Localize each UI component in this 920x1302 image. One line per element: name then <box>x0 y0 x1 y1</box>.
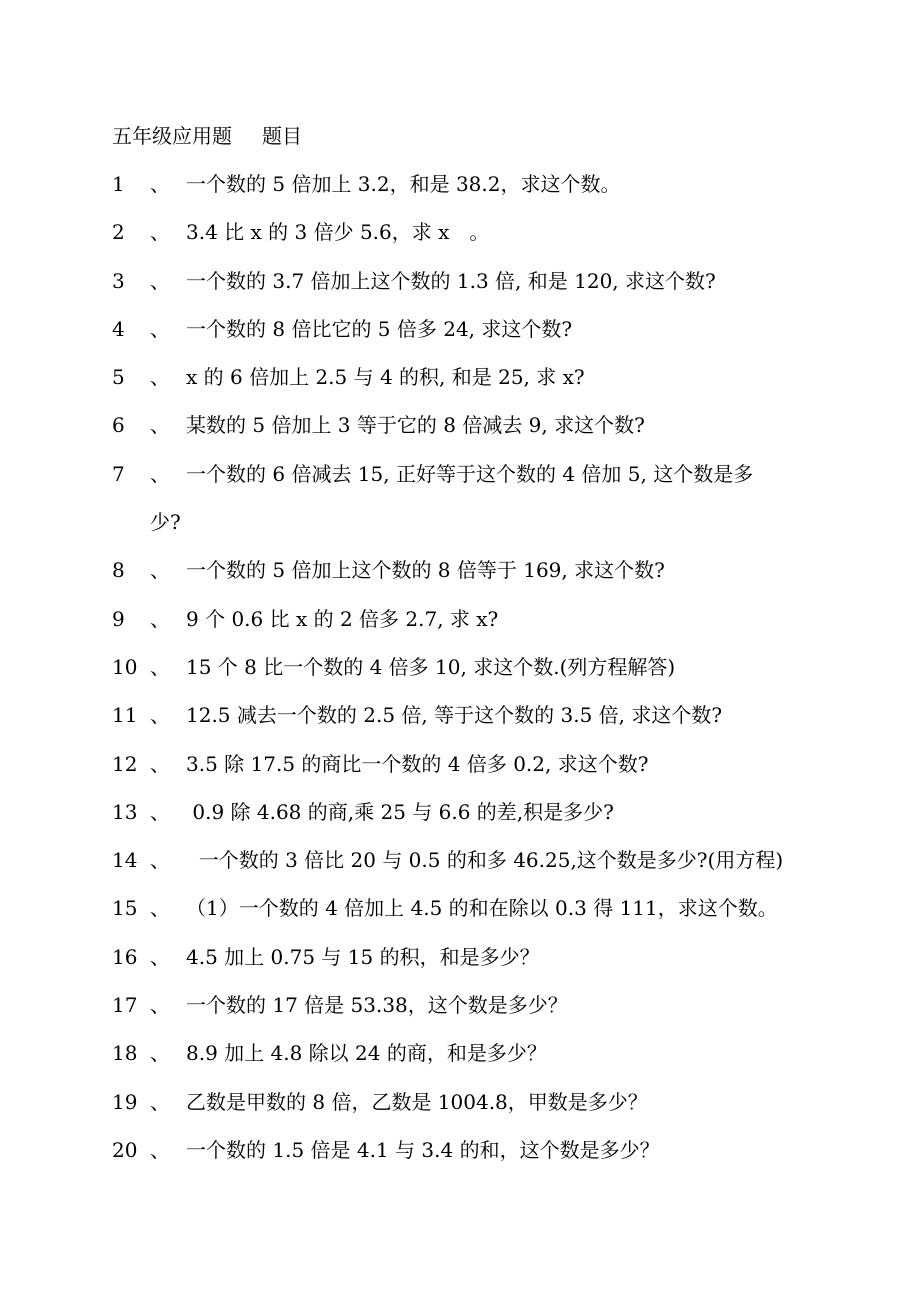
problem-number: 11 <box>112 703 138 728</box>
problem-item <box>0 990 920 1038</box>
problem-number: 4 <box>112 316 125 341</box>
problem-item <box>0 1038 920 1086</box>
problem-item <box>0 797 920 845</box>
problem-separator: 、 <box>150 316 170 341</box>
problem-separator: 、 <box>150 896 170 921</box>
problem-text: 某数的 5 倍加上 3 等于它的 8 倍减去 9, 求这个数? <box>186 413 645 438</box>
problem-item <box>0 362 920 410</box>
problem-item <box>0 555 920 603</box>
problem-separator: 、 <box>150 413 170 438</box>
problem-item <box>0 459 920 556</box>
problem-separator: 、 <box>150 944 170 969</box>
problem-text: 乙数是甲数的 8 倍，乙数是 1004.8，甲数是多少？ <box>186 1089 648 1114</box>
problem-number: 14 <box>112 848 138 873</box>
problem-number: 9 <box>112 606 125 631</box>
subtitle-text: 题目 <box>262 124 302 148</box>
problem-item <box>0 266 920 314</box>
problem-separator: 、 <box>150 1089 170 1114</box>
problem-item <box>0 652 920 700</box>
problem-item <box>0 700 920 748</box>
problem-text: 0.9 除 4.68 的商,乘 25 与 6.6 的差,积是多少? <box>186 799 614 824</box>
problem-number: 17 <box>112 993 138 1018</box>
problem-text: 一个数的 5 倍加上 3.2，和是 38.2，求这个数。 <box>186 172 621 196</box>
problem-item <box>0 217 920 265</box>
problem-item <box>0 942 920 990</box>
problem-separator: 、 <box>150 703 170 728</box>
problem-list <box>0 169 920 1183</box>
problem-number: 16 <box>112 944 138 969</box>
problem-text: 8.9 加上 4.8 除以 24 的商，和是多少？ <box>186 1041 547 1066</box>
problem-text: 3.4 比 x 的 3 倍少 5.6，求 x 。 <box>186 220 490 245</box>
problem-text: 4.5 加上 0.75 与 15 的积，和是多少？ <box>186 944 540 969</box>
problem-text: 一个数的 17 倍是 53.38，这个数是多少？ <box>186 993 568 1018</box>
problem-separator: 、 <box>150 606 170 631</box>
problem-item <box>0 604 920 652</box>
problem-item <box>0 169 920 217</box>
problem-number: 2 <box>112 220 125 245</box>
problem-number: 1 <box>112 172 125 196</box>
problem-number: 18 <box>112 1041 138 1066</box>
problem-number: 19 <box>112 1089 138 1114</box>
problem-text: 15 个 8 比一个数的 4 倍多 10, 求这个数.(列方程解答) <box>186 654 676 679</box>
problem-separator: 、 <box>150 993 170 1018</box>
problem-text-continued: 少? <box>150 509 181 534</box>
problem-item <box>0 893 920 941</box>
title-text: 五年级应用题 <box>112 124 232 148</box>
problem-separator: 、 <box>150 751 170 776</box>
problem-separator: 、 <box>150 799 170 824</box>
problem-separator: 、 <box>150 1137 170 1162</box>
document-title <box>112 121 302 151</box>
problem-item <box>0 845 920 893</box>
problem-number: 8 <box>112 558 125 583</box>
problem-item <box>0 749 920 797</box>
problem-separator: 、 <box>150 268 170 293</box>
problem-text: 9 个 0.6 比 x 的 2 倍多 2.7, 求 x? <box>186 606 499 631</box>
problem-item <box>0 314 920 362</box>
problem-text: 3.5 除 17.5 的商比一个数的 4 倍多 0.2, 求这个数? <box>186 751 649 776</box>
problem-separator: 、 <box>150 1041 170 1066</box>
problem-item <box>0 1087 920 1135</box>
problem-text: 一个数的 1.5 倍是 4.1 与 3.4 的和，这个数是多少？ <box>186 1137 660 1162</box>
problem-separator: 、 <box>150 172 170 196</box>
problem-number: 12 <box>112 751 138 776</box>
problem-number: 13 <box>112 799 138 824</box>
problem-text: 一个数的 3 倍比 20 与 0.5 的和多 46.25,这个数是多少?(用方程) <box>186 848 784 873</box>
problem-number: 3 <box>112 268 125 293</box>
problem-text: 一个数的 6 倍减去 15, 正好等于这个数的 4 倍加 5, 这个数是多 <box>186 461 754 486</box>
problem-text: 一个数的 3.7 倍加上这个数的 1.3 倍, 和是 120, 求这个数? <box>186 268 716 293</box>
problem-number: 15 <box>112 896 138 921</box>
problem-separator: 、 <box>150 365 170 390</box>
problem-item <box>0 410 920 458</box>
problem-number: 5 <box>112 365 125 390</box>
problem-number: 20 <box>112 1137 138 1162</box>
problem-item <box>0 1135 920 1183</box>
problem-separator: 、 <box>150 220 170 245</box>
problem-separator: 、 <box>150 654 170 679</box>
problem-text: 一个数的 8 倍比它的 5 倍多 24, 求这个数? <box>186 316 573 341</box>
problem-text: 12.5 减去一个数的 2.5 倍, 等于这个数的 3.5 倍, 求这个数? <box>186 703 723 728</box>
problem-separator: 、 <box>150 848 170 873</box>
problem-number: 6 <box>112 413 125 438</box>
problem-text: （1）一个数的 4 倍加上 4.5 的和在除以 0.3 得 111，求这个数。 <box>186 896 778 921</box>
problem-number: 7 <box>112 461 125 486</box>
problem-separator: 、 <box>150 461 170 486</box>
problem-text: x 的 6 倍加上 2.5 与 4 的积, 和是 25, 求 x? <box>186 365 585 390</box>
problem-separator: 、 <box>150 558 170 583</box>
problem-number: 10 <box>112 654 138 679</box>
problem-text: 一个数的 5 倍加上这个数的 8 倍等于 169, 求这个数? <box>186 558 665 583</box>
